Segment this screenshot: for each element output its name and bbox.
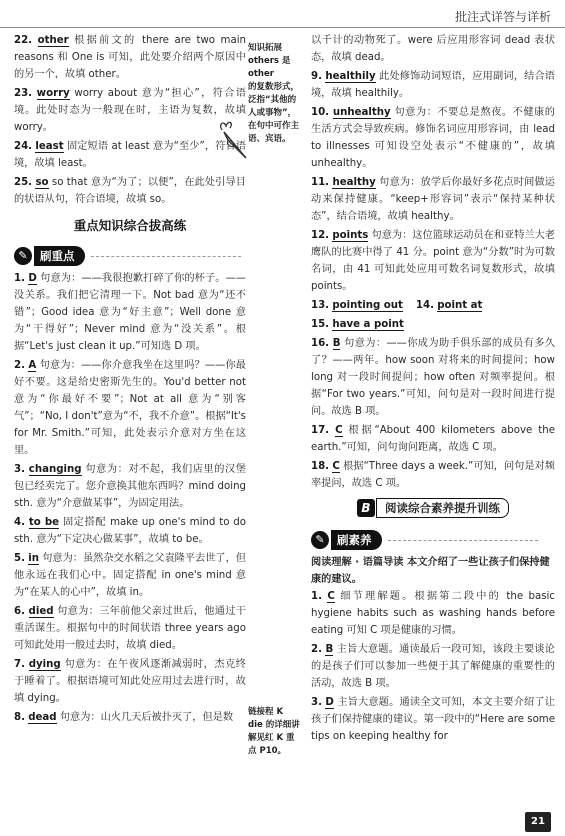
answer-item: [14, 32, 246, 83]
answer-keyword: C: [327, 591, 335, 602]
item-number: 15.: [311, 319, 330, 330]
badge-label: 刷重点: [34, 246, 85, 266]
item-number: 10.: [311, 107, 330, 118]
explanation-text: 句意为：三年前他父亲过世后，他通过干重活谋生。根据句中的时间状语 three years ago 可知此处用一般过去时，故填 died。: [14, 606, 246, 651]
explanation-text: so that 意为“为了；以便”，在此处引导目的状语从句，符合语境，故填 so。: [14, 177, 246, 205]
answer-keyword: D: [325, 697, 334, 708]
badge-focus: [14, 246, 241, 266]
explanation-text: 句意为：虽然杂交水稻之父袁隆平去世了，但他永远在我们心中。固定搭配 in one's mind 意为“在某人的心中”，故填 in。: [14, 553, 246, 598]
explanation-text: 主旨大意题。通读最后一段可知，该段主要谈论的是孩子们可以参加一些便于其了解健康的重要性的活动，故选 B 项。: [311, 644, 555, 689]
answer-item: [14, 357, 246, 459]
banner-title: 阅读综合素养提升训练: [376, 498, 509, 518]
header-rule: [0, 27, 565, 28]
explanation-text: 主旨大意题。通读全文可知，本文主要介绍了让孩子们保持健康的建议。第一段中的“Here are some tips on keeping healthy for: [311, 697, 555, 742]
reading-intro: 阅读理解 · 语篇导读 本文介绍了一些让孩子们保持健康的建议。: [311, 557, 550, 585]
explanation-text: 固定搭配 make up one's mind to do sth. 意为“下定决心做某事”，故填 to be。: [14, 517, 246, 545]
answer-item: [311, 104, 555, 172]
header-title: 批注式详答与详析: [454, 10, 551, 24]
answer-keyword: to be: [28, 517, 60, 528]
left-column: [14, 32, 246, 836]
answer-keyword: B: [325, 644, 334, 655]
item-number: 13.: [311, 300, 330, 311]
answer-item: [311, 694, 555, 745]
answer-keyword: D: [28, 273, 37, 284]
answer-item: [311, 174, 555, 225]
explanation-text: 固定短语 at least 意为“至少”，符合语境，故填 least。: [14, 141, 246, 169]
answer-keyword: in: [28, 553, 39, 564]
item-number: 2.: [14, 360, 25, 371]
answer-keyword: have a point: [332, 319, 404, 330]
badge-label: 刷素养: [331, 530, 382, 550]
side-note-line: 解见红 K 重: [248, 733, 295, 743]
item-number: 24.: [14, 141, 33, 152]
answer-item: [311, 458, 555, 492]
explanation-text: 句意为：对不起，我们店里的汉堡包已经卖完了。您介意换其他东西吗？mind doing sth. 意为“介意做某事”，为固定用法。: [14, 464, 246, 509]
item-number: 2.: [311, 644, 322, 655]
answer-item: [311, 68, 555, 102]
brush-icon: ✎: [14, 247, 32, 265]
item-number: 3.: [311, 697, 322, 708]
answer-keyword: point at: [437, 300, 483, 311]
item-number: 16.: [311, 338, 330, 349]
answer-item: [14, 85, 246, 136]
side-note-line: 的复数形式，: [248, 82, 300, 92]
side-note-line: 泛指“其他的: [248, 95, 297, 105]
left-items: [14, 270, 246, 726]
explanation-text: 句意为：山火几天后被扑灭了，但是数: [56, 712, 234, 723]
item-number: 6.: [14, 606, 25, 617]
item-number: 4.: [14, 517, 25, 528]
answer-item: [311, 297, 555, 314]
side-note-line: others 是 other: [248, 56, 291, 79]
answer-keyword: healthily: [325, 71, 376, 82]
section-banner: [311, 498, 555, 518]
answer-keyword: points: [332, 230, 369, 241]
answer-item: [311, 641, 555, 692]
item-number: 18.: [311, 461, 330, 472]
explanation-text: 句意为：放学后你最好多花点时间做运动来保持健康。“keep+形容词”表示“保持某种状态”，结合语境，故填 healthy。: [311, 177, 555, 222]
answer-keyword: so: [35, 177, 49, 188]
answer-keyword: dying: [28, 659, 61, 670]
item-number: 23.: [14, 88, 33, 99]
answer-item: [14, 138, 246, 172]
answer-keyword: changing: [28, 464, 82, 475]
page-header: [0, 0, 565, 30]
side-note-line: 知识拓展: [248, 43, 283, 53]
answer-item: [14, 550, 246, 601]
side-note-line: 链接程 K: [248, 707, 284, 717]
answer-item: [14, 603, 246, 654]
answer-keyword: least: [35, 141, 64, 152]
item-number: 11.: [311, 177, 330, 188]
answer-item: [311, 335, 555, 420]
item-number: 25.: [14, 177, 33, 188]
side-note-knowledge: [248, 42, 308, 146]
explanation-text: 句意为：不要总是熬夜。不健康的生活方式会导致疾病。修饰名词应用形容词，由 lead to illnesses 可知设空处表示“不健康的”，故填 unhealthy。: [311, 107, 555, 169]
side-note-link: [248, 706, 308, 758]
explanation-text: worry about 意为“担心”，符合语境。此处时态为一般现在时，主语为复数，故填 worry。: [14, 88, 246, 133]
right-top-items: [311, 32, 555, 492]
answer-keyword: C: [335, 425, 343, 436]
explanation-text: 句意为：——我很抱歉打碎了你的杯子。——没关系。我们把它清理一下。Not bad 意为“还不错”；Good idea 意为“好主意”；Well done 意为“干得好”；Never mind 意为“没关系”。根据“Let's just clean it up.”可知选 D 项。: [14, 273, 246, 352]
answer-item: [14, 514, 246, 548]
explanation-text: 根据“Three days a week.”可知，问句是对频率提问，故选 C 项。: [311, 461, 555, 489]
item-number: 7.: [14, 659, 25, 670]
explanation-text: 此处修饰动词短语，应用副词，结合语境，故填 healthily。: [311, 71, 555, 99]
banner-letter: B: [357, 499, 375, 517]
right-column: [311, 32, 555, 836]
answer-keyword: pointing out: [332, 300, 403, 311]
item-number: 8.: [14, 712, 25, 723]
answer-item: [311, 422, 555, 456]
item-number: 14.: [415, 300, 434, 311]
explanation-text: 句意为：这位篮球运动员在和亚特兰大老鹰队的比赛中得了 41 分。point 意为“分数”时为可数名词，由 41 可知此处应用可数名词复数形式，故填 points。: [311, 230, 555, 292]
answer-keyword: unhealthy: [332, 107, 391, 118]
explanation-text: 句意为：——你成为助手俱乐部的成员有多久了？——两年。how soon 对将来的时间提问；how long 对一段时间提问；how often 对频率提问。根据“For two years.”可知，问句是对一段时间进行提问。故选 B 项。: [311, 338, 555, 417]
explanation-text: 句意为：在午夜风逐渐减弱时，杰克终于睡着了。根据语境可知此处应用过去进行时，故填 dying。: [14, 659, 246, 704]
item-number: 3.: [14, 464, 25, 475]
explanation-text: 以千计的动物死了。were 后应用形容词 dead 表状态，故填 dead。: [311, 35, 555, 63]
explanation-text: 根据“About 400 kilometers above the earth.”可知，问句询问距离，故选 C 项。: [311, 425, 555, 453]
answer-item: [311, 316, 555, 333]
section-title: 重点知识综合拔高练: [73, 218, 187, 233]
answer-keyword: worry: [36, 88, 70, 99]
item-number: 5.: [14, 553, 25, 564]
answer-item: [14, 656, 246, 707]
item-number: 17.: [311, 425, 330, 436]
answer-keyword: other: [37, 35, 69, 46]
item-number: 12.: [311, 230, 330, 241]
explanation-text: 根据前文的 there are two main reasons 和 One is 可知，此处要介绍两个原因中的另一个，故填 other。: [14, 35, 246, 80]
side-note-line: 点 P10。: [248, 746, 287, 756]
explanation-text: 句意为：——你介意我坐在这里吗？——你最好不要。这是给史密斯先生的。You'd better not 意为“你最好不要”；Not at all 意为“别客气”；“No, I don't”意为“不，我不介意”。根据“It's for Mr. Smith.”可知，此处表示介意对方坐在这里。: [14, 360, 246, 456]
explanation-text: 细节理解题。根据第二段中的 the basic hygiene habits such as washing hands before eating 可知 C 项是健康的习惯。: [311, 591, 555, 636]
answer-keyword: healthy: [332, 177, 376, 188]
right-items: [311, 588, 555, 745]
answer-keyword: A: [28, 360, 37, 371]
answer-item: [311, 227, 555, 295]
divider: [91, 256, 241, 257]
answer-keyword: dead: [28, 712, 57, 723]
left-top-items: [14, 32, 246, 208]
page-number: 21: [525, 812, 551, 832]
item-number: 1.: [311, 591, 322, 602]
side-note-line: die 的详细讲: [248, 720, 300, 730]
side-note-line: 在句中可作主: [248, 121, 300, 131]
answer-item: [14, 709, 246, 726]
divider: [388, 540, 538, 541]
answer-item: [311, 588, 555, 639]
answer-item: [14, 461, 246, 512]
brush-icon: ✎: [311, 531, 329, 549]
answer-keyword: died: [28, 606, 54, 617]
answer-item: [311, 32, 555, 66]
item-number: 22.: [14, 35, 33, 46]
badge-literacy: [311, 530, 538, 550]
answer-keyword: B: [332, 338, 341, 349]
answer-item: [14, 174, 246, 208]
item-number: 9.: [311, 71, 322, 82]
answer-item: [14, 270, 246, 355]
side-note-line: 语、宾语。: [248, 134, 291, 144]
item-number: 1.: [14, 273, 25, 284]
answer-keyword: C: [332, 461, 340, 472]
side-note-line: 人或事物”，: [248, 108, 297, 118]
